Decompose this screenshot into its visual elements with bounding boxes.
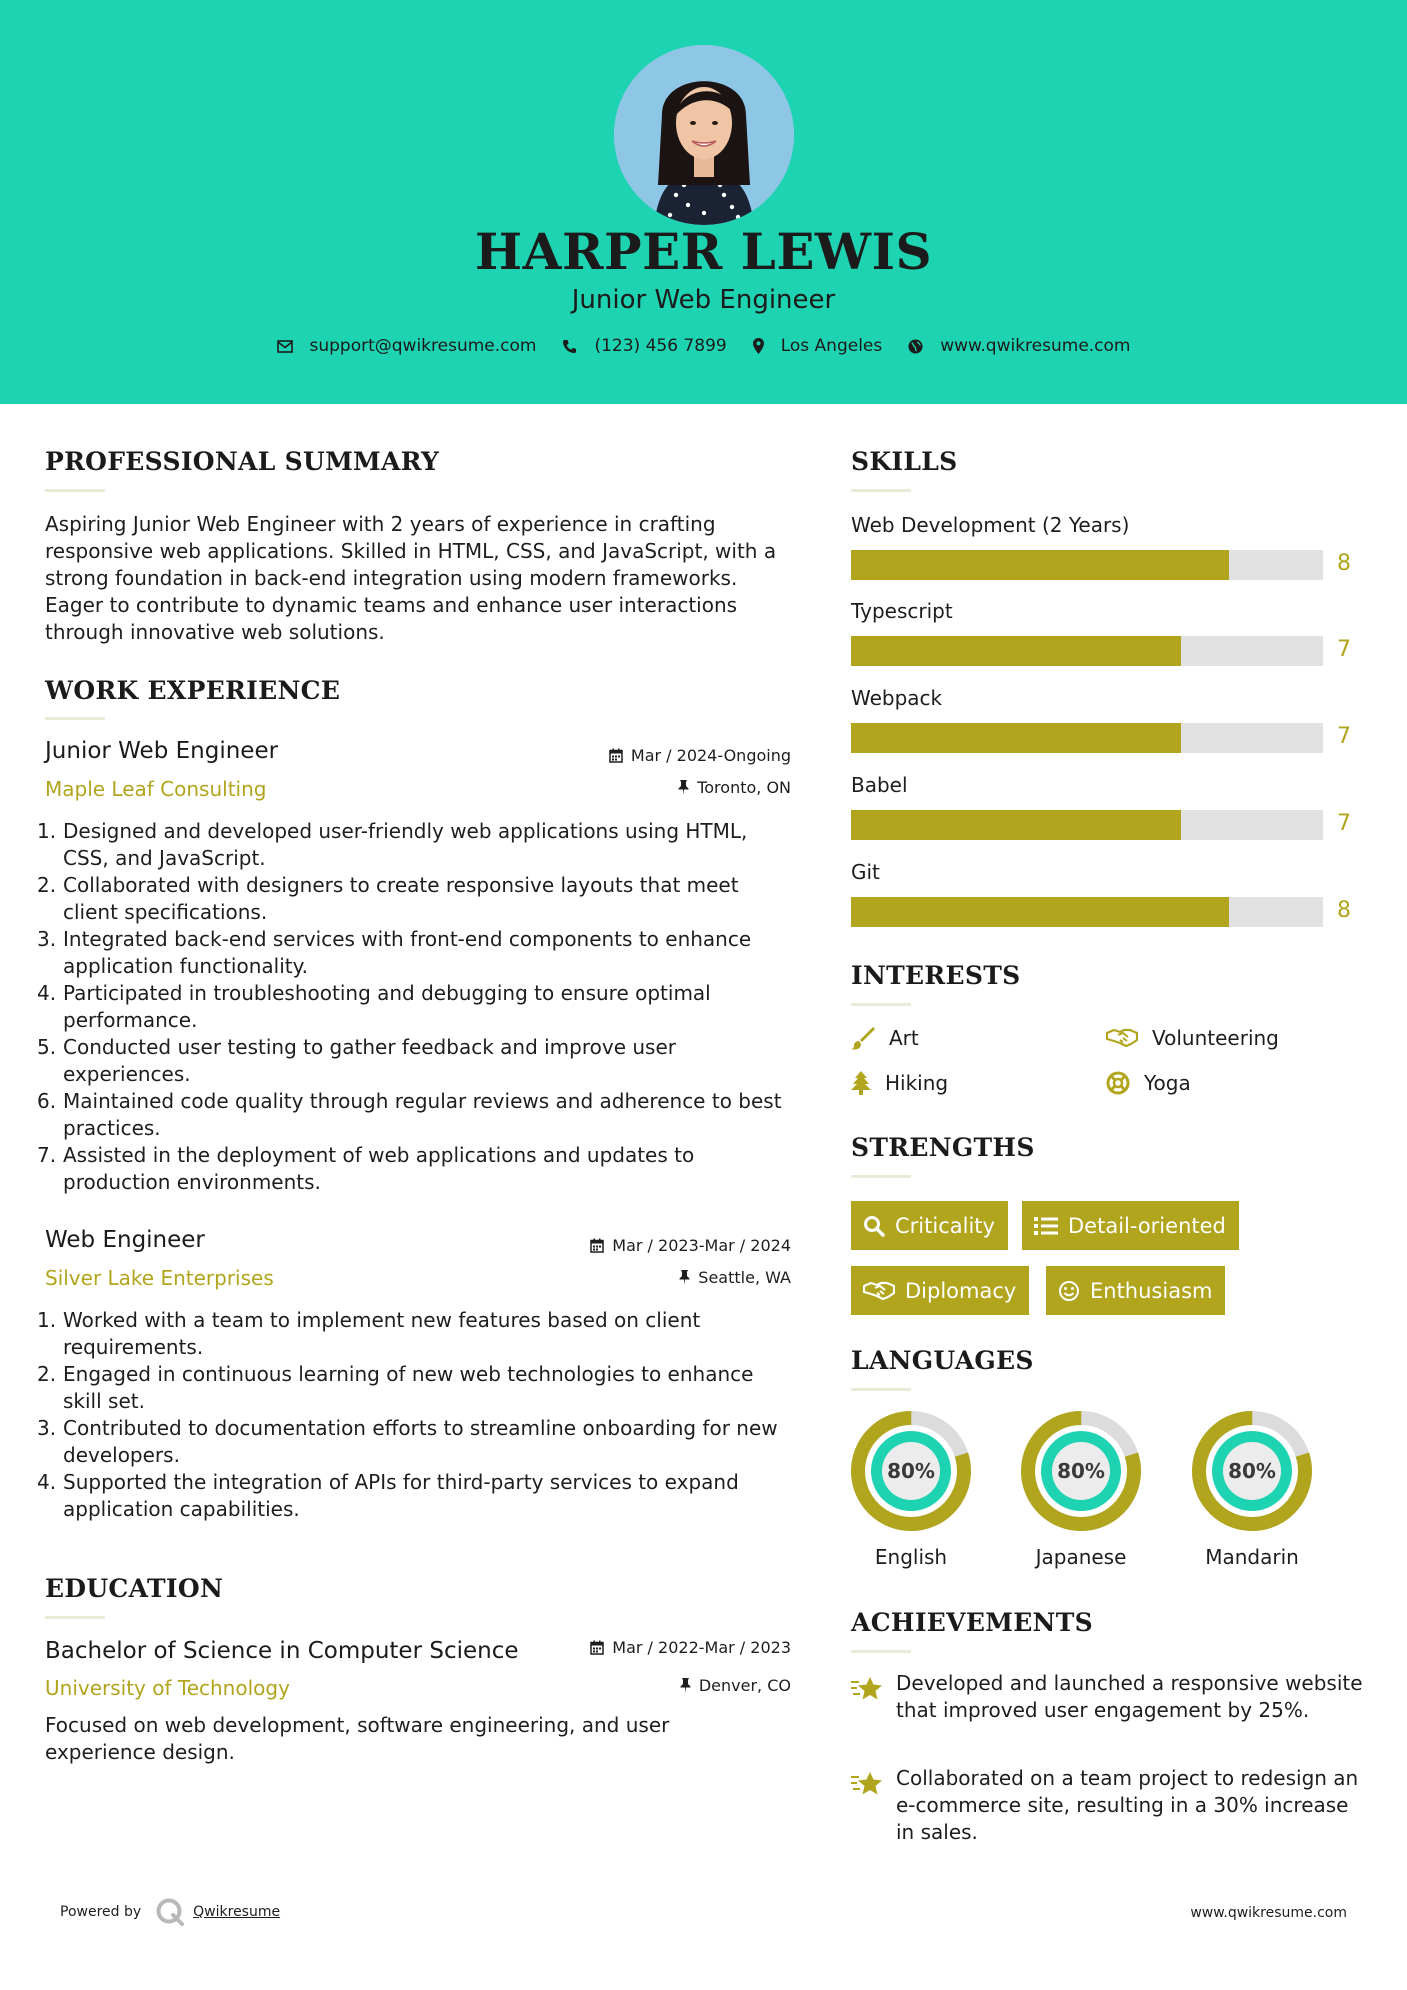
paintbrush-icon — [851, 1026, 875, 1050]
job-location-text: Toronto, ON — [697, 778, 791, 797]
list-item: 7. Assisted in the deployment of web applications and updates to production environments. — [37, 1143, 695, 1194]
star-icon — [851, 1771, 883, 1797]
job-location-text: Seattle, WA — [698, 1268, 791, 1287]
skill-bar-fill — [851, 897, 1229, 927]
job-dates-text: Mar / 2024-Ongoing — [630, 746, 791, 765]
interests-divider — [851, 1003, 911, 1006]
skill-label: Babel — [851, 773, 908, 797]
interest-item — [851, 1026, 919, 1050]
language-percent: 80% — [1228, 1459, 1276, 1483]
skill-bar — [851, 550, 1323, 580]
summary-divider — [45, 489, 105, 492]
phone-icon — [562, 339, 577, 354]
lifering-icon — [1106, 1071, 1130, 1095]
list-item: 2. Collaborated with designers to create responsive layouts that meet client specifications. — [37, 873, 739, 924]
list-item: 1. Designed and developed user-friendly web applications using HTML, CSS, and JavaScript. — [37, 819, 748, 870]
job-dates — [609, 746, 791, 765]
pushpin-icon — [679, 1270, 690, 1285]
list-item: 4. Participated in troubleshooting and debugging to ensure optimal performance. — [37, 981, 711, 1032]
list-item: 2. Engaged in continuous learning of new web technologies to enhance skill set. — [37, 1362, 754, 1413]
contact-phone-text: (123) 456 7899 — [594, 336, 727, 356]
achievement-text: Collaborated on a team project to redesign an e-commerce site, resulting in a 30% increase in sales. — [896, 1766, 1359, 1844]
strength-label: Diplomacy — [905, 1278, 1017, 1303]
skill-label: Web Development (2 Years) — [851, 513, 1130, 537]
job-title: Web Engineer — [45, 1227, 205, 1253]
strength-label: Detail-oriented — [1068, 1213, 1226, 1238]
strengths-divider — [851, 1175, 911, 1178]
strength-label: Criticality — [895, 1213, 995, 1238]
list-item: 1. Worked with a team to implement new features based on client requirements. — [37, 1308, 701, 1359]
skill-label: Webpack — [851, 686, 943, 710]
company-name: Maple Leaf Consulting — [45, 777, 267, 801]
job-duties-list — [37, 818, 797, 1196]
handshake-icon — [1106, 1027, 1138, 1049]
skill-bar — [851, 636, 1323, 666]
languages-heading: LANGUAGES — [851, 1346, 1034, 1375]
skill-bar-fill — [851, 636, 1181, 666]
language-donut — [1019, 1409, 1143, 1533]
language-item — [849, 1409, 973, 1569]
education-dates — [590, 1638, 791, 1657]
skill-bar — [851, 897, 1323, 927]
strength-label: Enthusiasm — [1090, 1278, 1213, 1303]
contact-website[interactable] — [908, 336, 1130, 356]
skills-heading: SKILLS — [851, 447, 958, 476]
achievements-divider — [851, 1650, 911, 1653]
candidate-name: HARPER LEWIS — [474, 222, 933, 281]
achievement-item — [851, 1765, 1371, 1846]
star-icon — [851, 1676, 883, 1702]
skill-bar — [851, 723, 1323, 753]
language-name: Mandarin — [1205, 1545, 1299, 1569]
school-name: University of Technology — [45, 1676, 290, 1700]
tree-icon — [851, 1071, 871, 1095]
list-item: 4. Supported the integration of APIs for third-party services to expand application capabilities. — [37, 1470, 739, 1521]
language-donut — [1190, 1409, 1314, 1533]
footer-powered-by — [60, 1897, 280, 1927]
strength-chip — [851, 1201, 1008, 1250]
strength-chip — [1046, 1266, 1225, 1315]
list-item: 3. Integrated back-end services with front-end components to enhance application functionality. — [37, 927, 752, 978]
strength-chip — [851, 1266, 1029, 1315]
job-dates — [590, 1236, 791, 1255]
experience-divider — [45, 717, 105, 720]
achievement-item — [851, 1670, 1371, 1724]
language-percent: 80% — [887, 1459, 935, 1483]
handshake-icon — [863, 1280, 895, 1302]
education-location — [680, 1676, 791, 1695]
smile-icon — [1058, 1280, 1080, 1302]
skill-bar-fill — [851, 550, 1229, 580]
skill-level: 7 — [1337, 724, 1351, 749]
education-heading: EDUCATION — [45, 1574, 224, 1603]
achievements-heading: ACHIEVEMENTS — [851, 1608, 1093, 1637]
contact-bar — [0, 336, 1407, 356]
qwikresume-link[interactable]: Qwikresume — [193, 1904, 281, 1920]
skill-bar-fill — [851, 723, 1181, 753]
job-location — [678, 778, 791, 797]
skill-level: 7 — [1337, 811, 1351, 836]
calendar-icon — [590, 1640, 604, 1655]
skill-bar — [851, 810, 1323, 840]
job-dates-text: Mar / 2023-Mar / 2024 — [612, 1236, 791, 1255]
languages-divider — [851, 1388, 911, 1391]
summary-heading: PROFESSIONAL SUMMARY — [45, 447, 440, 476]
list-item: 5. Conducted user testing to gather feedback and improve user experiences. — [37, 1035, 676, 1086]
envelope-icon — [277, 340, 293, 353]
degree-title: Bachelor of Science in Computer Science — [45, 1638, 519, 1664]
pushpin-icon — [678, 780, 689, 795]
summary-text: Aspiring Junior Web Engineer with 2 years of experience in crafting responsive web applications. Skilled in HTML, CSS, and JavaScript, with a strong foundation in back-end integration using modern frameworks. Eager to contribute to dynamic teams and enhance user interactions through innovative web solutions. — [45, 512, 777, 644]
job-location — [679, 1268, 791, 1287]
skill-label: Git — [851, 860, 880, 884]
education-dates-text: Mar / 2022-Mar / 2023 — [612, 1638, 791, 1657]
language-name: Japanese — [1035, 1545, 1127, 1569]
experience-heading: WORK EXPERIENCE — [45, 676, 341, 705]
contact-website-text: www.qwikresume.com — [940, 336, 1131, 356]
contact-location-text: Los Angeles — [780, 336, 883, 356]
interest-item — [851, 1071, 948, 1095]
skill-level: 8 — [1337, 898, 1351, 923]
interest-item — [1106, 1026, 1279, 1050]
list-item: 3. Contributed to documentation efforts to streamline onboarding for new developers. — [37, 1416, 778, 1467]
interest-label: Hiking — [885, 1071, 949, 1095]
language-item — [1190, 1409, 1314, 1569]
powered-by-label: Powered by — [60, 1904, 142, 1920]
list-icon — [1034, 1216, 1058, 1236]
contact-email[interactable] — [277, 336, 537, 356]
skill-level: 7 — [1337, 637, 1351, 662]
search-icon — [863, 1215, 885, 1237]
candidate-title: Junior Web Engineer — [571, 285, 836, 315]
language-item — [1019, 1409, 1143, 1569]
pushpin-icon — [680, 1678, 691, 1693]
interest-item — [1106, 1071, 1191, 1095]
job-duties-list — [37, 1307, 797, 1523]
contact-location[interactable] — [753, 336, 883, 356]
company-name: Silver Lake Enterprises — [45, 1266, 274, 1290]
language-name: English — [874, 1545, 948, 1569]
strengths-heading: STRENGTHS — [851, 1133, 1035, 1162]
list-item: 6. Maintained code quality through regular reviews and adherence to best practices. — [37, 1089, 782, 1140]
language-percent: 80% — [1057, 1459, 1105, 1483]
interest-label: Art — [889, 1026, 919, 1050]
education-divider — [45, 1616, 105, 1619]
interest-label: Yoga — [1144, 1071, 1191, 1095]
interests-heading: INTERESTS — [851, 961, 1021, 990]
contact-phone[interactable] — [562, 336, 726, 356]
achievement-text: Developed and launched a responsive website that improved user engagement by 25%. — [896, 1671, 1363, 1722]
globe-icon — [908, 339, 923, 354]
qwikresume-logo-icon — [155, 1897, 185, 1927]
education-description: Focused on web development, software engineering, and user experience design. — [45, 1713, 670, 1764]
strength-chip — [1022, 1201, 1239, 1250]
language-donut — [849, 1409, 973, 1533]
contact-email-text: support@qwikresume.com — [309, 336, 537, 356]
skill-bar-fill — [851, 810, 1181, 840]
avatar — [614, 45, 794, 225]
map-pin-icon — [753, 338, 764, 354]
interest-label: Volunteering — [1152, 1026, 1279, 1050]
skill-label: Typescript — [851, 599, 953, 623]
resume-header — [0, 0, 1407, 404]
calendar-icon — [609, 748, 623, 763]
skill-level: 8 — [1337, 551, 1351, 576]
calendar-icon — [590, 1238, 604, 1253]
education-location-text: Denver, CO — [698, 1676, 791, 1695]
footer-website[interactable]: www.qwikresume.com — [1190, 1905, 1347, 1921]
job-title: Junior Web Engineer — [45, 738, 279, 764]
skills-divider — [851, 489, 911, 492]
